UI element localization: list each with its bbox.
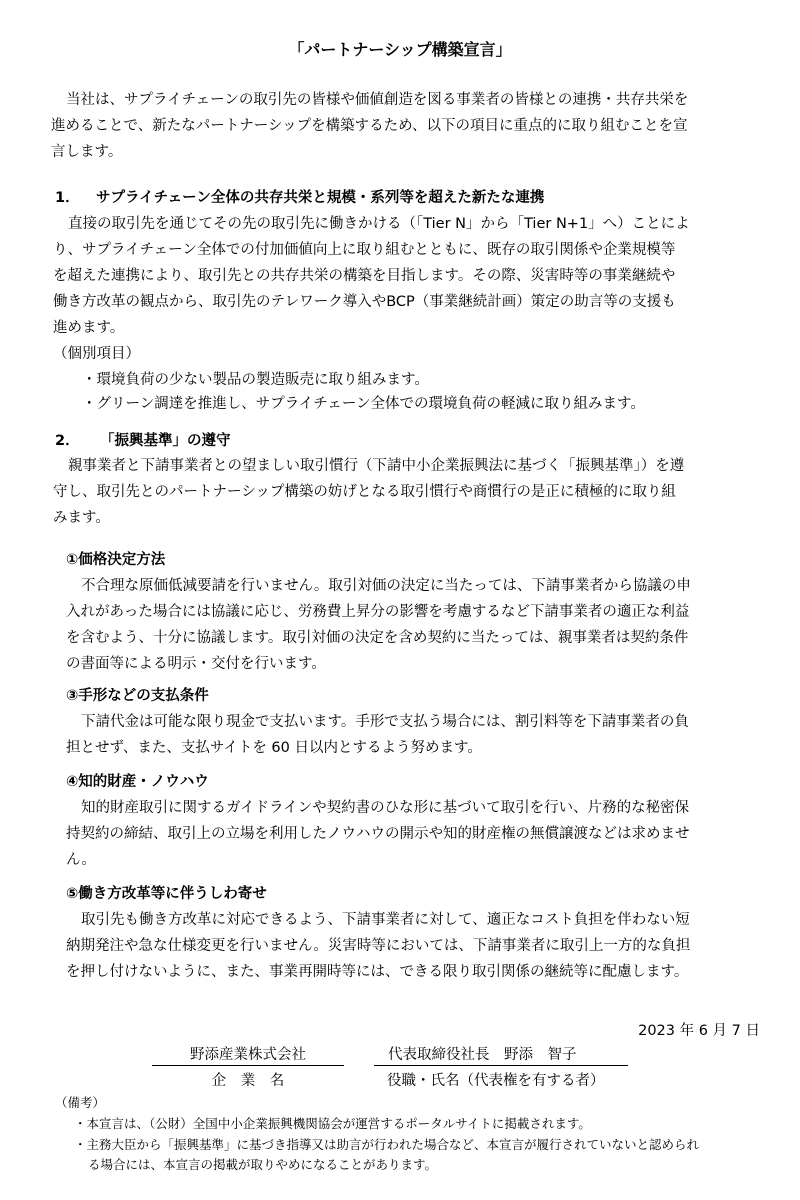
subsection-body-line: 担とせず、また、支払サイトを 60 日以内とするよう努めます。 <box>66 740 482 756</box>
subsection-body-line: を押し付けないように、また、事業再開時等には、できる限り取引関係の継続等に配慮します。 <box>66 964 689 980</box>
subsection-heading: ④知的財産・ノウハウ <box>66 774 209 790</box>
individual-item: ・グリーン調達を推進し、サプライチェーン全体での環境負荷の軽減に取り組みます。 <box>82 396 645 412</box>
representative-name: 代表取締役社長 野添 智子 <box>388 1047 577 1063</box>
section-2-body-line: 守し、取引先とのパートナーシップ構築の妨げとなる取引慣行や商慣行の是正に積極的に取り組 <box>53 484 676 500</box>
representative-field <box>374 1048 628 1066</box>
section-1-body-line: を超えた連携により、取引先との共存共栄の構築を目指します。その際、災害時等の事業継続や <box>53 268 676 284</box>
note-line: る場合には、本宣言の掲載が取りやめになることがあります。 <box>88 1157 438 1172</box>
company-name-label: 企 業 名 <box>211 1073 285 1089</box>
subsection-body-line: 納期発注や急な仕様変更を行いません。災害時等においては、下請事業者に取引上一方的な負担 <box>66 938 691 954</box>
section-1-body-line: 進めます。 <box>53 320 125 336</box>
individual-items-label: （個別項目） <box>53 346 140 362</box>
intro-line: 当社は、サプライチェーンの取引先の皆様や価値創造を図る事業者の皆様との連携・共存共栄を <box>66 92 689 108</box>
intro-line: 進めることで、新たなパートナーシップを構築するため、以下の項目に重点的に取り組むことを宣 <box>51 118 688 134</box>
company-name-field <box>152 1048 344 1066</box>
intro-line: 言します。 <box>51 144 123 160</box>
document-title: 「パートナーシップ構築宣言」 <box>288 40 512 59</box>
subsection-body-line: 知的財産取引に関するガイドラインや契約書のひな形に基づいて取引を行い、片務的な秘密保 <box>81 800 690 816</box>
subsection-body-line: ん。 <box>66 852 96 868</box>
subsection-body-line: 入れがあった場合には協議に応じ、労務費上昇分の影響を考慮するなど下請事業者の適正な利益 <box>66 604 690 620</box>
representative-label: 役職・氏名（代表権を有する者） <box>387 1073 605 1089</box>
section-2-heading: 「振興基準」の遵守 <box>100 433 231 449</box>
notes-label: （備考） <box>55 1095 106 1110</box>
subsection-body-line: を含むよう、十分に協議します。取引対価の決定を含め契約に当たっては、親事業者は契約条件 <box>66 630 689 646</box>
section-1-body-line: り、サプライチェーン全体での付加価値向上に取り組むとともに、既存の取引関係や企業規模等 <box>53 242 676 258</box>
section-2-body-line: 親事業者と下請事業者との望ましい取引慣行（下請中小企業振興法に基づく「振興基準」）を遵 <box>68 458 685 474</box>
subsection-heading: ①価格決定方法 <box>66 552 166 568</box>
subsection-body-line: 持契約の締結、取引上の立場を利用したノウハウの開示や知的財産権の無償譲渡などは求めませ <box>66 826 690 842</box>
section-2-body-line: みます。 <box>53 510 110 526</box>
subsection-heading: ③手形などの支払条件 <box>66 688 209 704</box>
company-name: 野添産業株式会社 <box>190 1047 306 1063</box>
subsection-heading: ⑤働き方改革等に伴うしわ寄せ <box>66 886 267 902</box>
section-1-heading: サプライチェーン全体の共存共栄と規模・系列等を超えた新たな連携 <box>96 190 545 206</box>
subsection-body-line: の書面等による明示・交付を行います。 <box>66 656 326 672</box>
subsection-body-line: 取引先も働き方改革に対応できるよう、下請事業者に対して、適正なコスト負担を伴わない短 <box>81 912 690 928</box>
section-1-body-line: 直接の取引先を通じてその先の取引先に働きかける（「Tier N」から「Tier N+1」へ）ことによ <box>68 216 690 232</box>
individual-item: ・環境負荷の少ない製品の製造販売に取り組みます。 <box>82 372 429 388</box>
declaration-date: 2023 年 6 月 7 日 <box>638 1023 760 1039</box>
section-1-number: 1． <box>55 190 80 206</box>
note-line: ・本宣言は、（公財）全国中小企業振興機関協会が運営するポータルサイトに掲載されます。 <box>74 1116 591 1131</box>
section-2-number: 2． <box>55 433 80 449</box>
section-1-body-line: 働き方改革の観点から、取引先のテレワーク導入やBCP（事業継続計画）策定の助言等の支援も <box>53 294 676 310</box>
subsection-body-line: 下請代金は可能な限り現金で支払います。手形で支払う場合には、割引料等を下請事業者の負 <box>81 714 689 730</box>
note-line: ・主務大臣から「振興基準」に基づき指導又は助言が行われた場合など、本宣言が履行されていないと認められ <box>74 1137 700 1152</box>
subsection-body-line: 不合理な原価低減要請を行いません。取引対価の決定に当たっては、下請事業者から協議の申 <box>81 578 691 594</box>
